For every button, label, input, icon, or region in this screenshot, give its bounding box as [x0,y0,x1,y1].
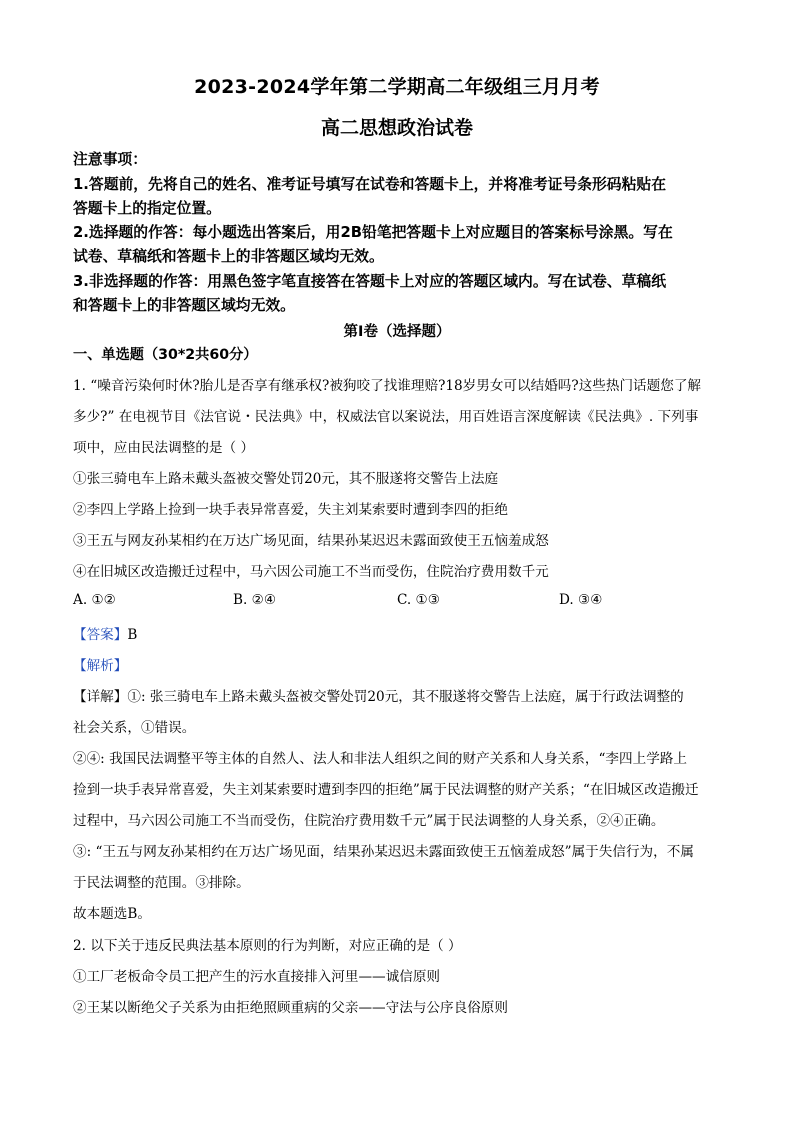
section-title: 第Ⅰ卷（选择题） [343,324,451,340]
question-item: ④在旧城区改造搬迁过程中，马六因公司施工不当而受伤，住院治疗费用数千元 [73,564,549,580]
detail-line: 社会关系，①错误。 [73,720,196,736]
notice-line: 3.非选择题的作答：用黑色签字笔直接答在答题卡上对应的答题区域内。写在试卷、草稿纸 [73,273,666,290]
option-d: D. ③④ [559,592,603,608]
answer-value: B [127,627,138,643]
option-c: C. ①③ [397,592,440,608]
question-item: ①张三骑电车上路未戴头盔被交警处罚20元，其不服遂将交警告上法庭 [73,471,499,487]
exam-title: 2023-2024学年第二学期高二年级组三月月考 [194,76,600,98]
question-item: ③王五与网友孙某相约在万达广场见面，结果孙某迟迟未露面致使王五恼羞成怒 [73,533,549,549]
exam-subtitle: 高二思想政治试卷 [320,117,473,139]
notice-line: 1.答题前，先将自己的姓名、准考证号填写在试卷和答题卡上，并将准考证号条形码粘贴在 [73,176,666,193]
notice-line: 答题卡上的指定位置。 [73,200,221,217]
detail-line: ②④: 我国民法调整平等主体的自然人、法人和非法人组织之间的财产关系和人身关系，“李四上学路上 [73,751,687,767]
detail-line [73,685,733,705]
detail-line: 过程中，马六因公司施工不当而受伤，住院治疗费用数千元”属于民法调整的人身关系，②④正确。 [73,813,665,829]
answer-line [73,623,733,643]
question-stem: 1. “噪音污染何时休?胎儿是否享有继承权?被狗咬了找谁理赔?18岁男女可以结婚吗?这些热门话题您了解 [73,378,702,394]
analysis-label: 【解析】 [73,658,128,674]
detail-line: 捡到一块手表异常喜爱，失主刘某索要时遭到李四的拒绝”属于民法调整的财产关系；“在旧城区改造搬迁 [73,782,699,798]
option-b: B. ②④ [233,592,277,608]
question-item: ②王某以断绝父子关系为由拒绝照顾重病的父亲——守法与公序良俗原则 [73,1000,508,1016]
detail-line: ③: “王五与网友孙某相约在万达广场见面，结果孙某迟迟未露面致使王五恼羞成怒”属于失信行为，不属 [73,844,694,860]
question-stem: 项中，应由民法调整的是（ ） [73,440,255,456]
answer-label: 【答案】 [73,627,128,643]
part-title: 一、单选题（30*2共60分） [73,347,258,363]
notice-line: 和答题卡上的非答题区域均无效。 [73,297,295,314]
notice-line: 试卷、草稿纸和答题卡上的非答题区域均无效。 [73,248,384,265]
detail-line: 于民法调整的范围。③排除。 [73,875,250,891]
question-item: ①工厂老板命令员工把产生的污水直接排入河里——诚信原则 [73,969,441,985]
option-a: A. ①② [73,592,116,608]
question-stem: 多少?” 在电视节目《法官说・民法典》中，权威法官以案说法，用百姓语言深度解读《民法典》. 下列事 [73,409,699,425]
detail-line: 故本题选B。 [73,906,151,922]
detail-label: 【详解】 [73,689,128,705]
detail-text: ①: 张三骑电车上路未戴头盔被交警处罚20元，其不服遂将交警告上法庭，属于行政法调整的 [127,689,684,705]
notice-line: 2.选择题的作答：每小题选出答案后，用2B铅笔把答题卡上对应题目的答案标号涂黑。写在 [73,224,673,241]
question-item: ②李四上学路上捡到一块手表异常喜爱，失主刘某索要时遭到李四的拒绝 [73,502,508,518]
question-stem: 2. 以下关于违反民典法基本原则的行为判断，对应正确的是（ ） [73,938,462,954]
notice-heading: 注意事项： [73,151,147,168]
